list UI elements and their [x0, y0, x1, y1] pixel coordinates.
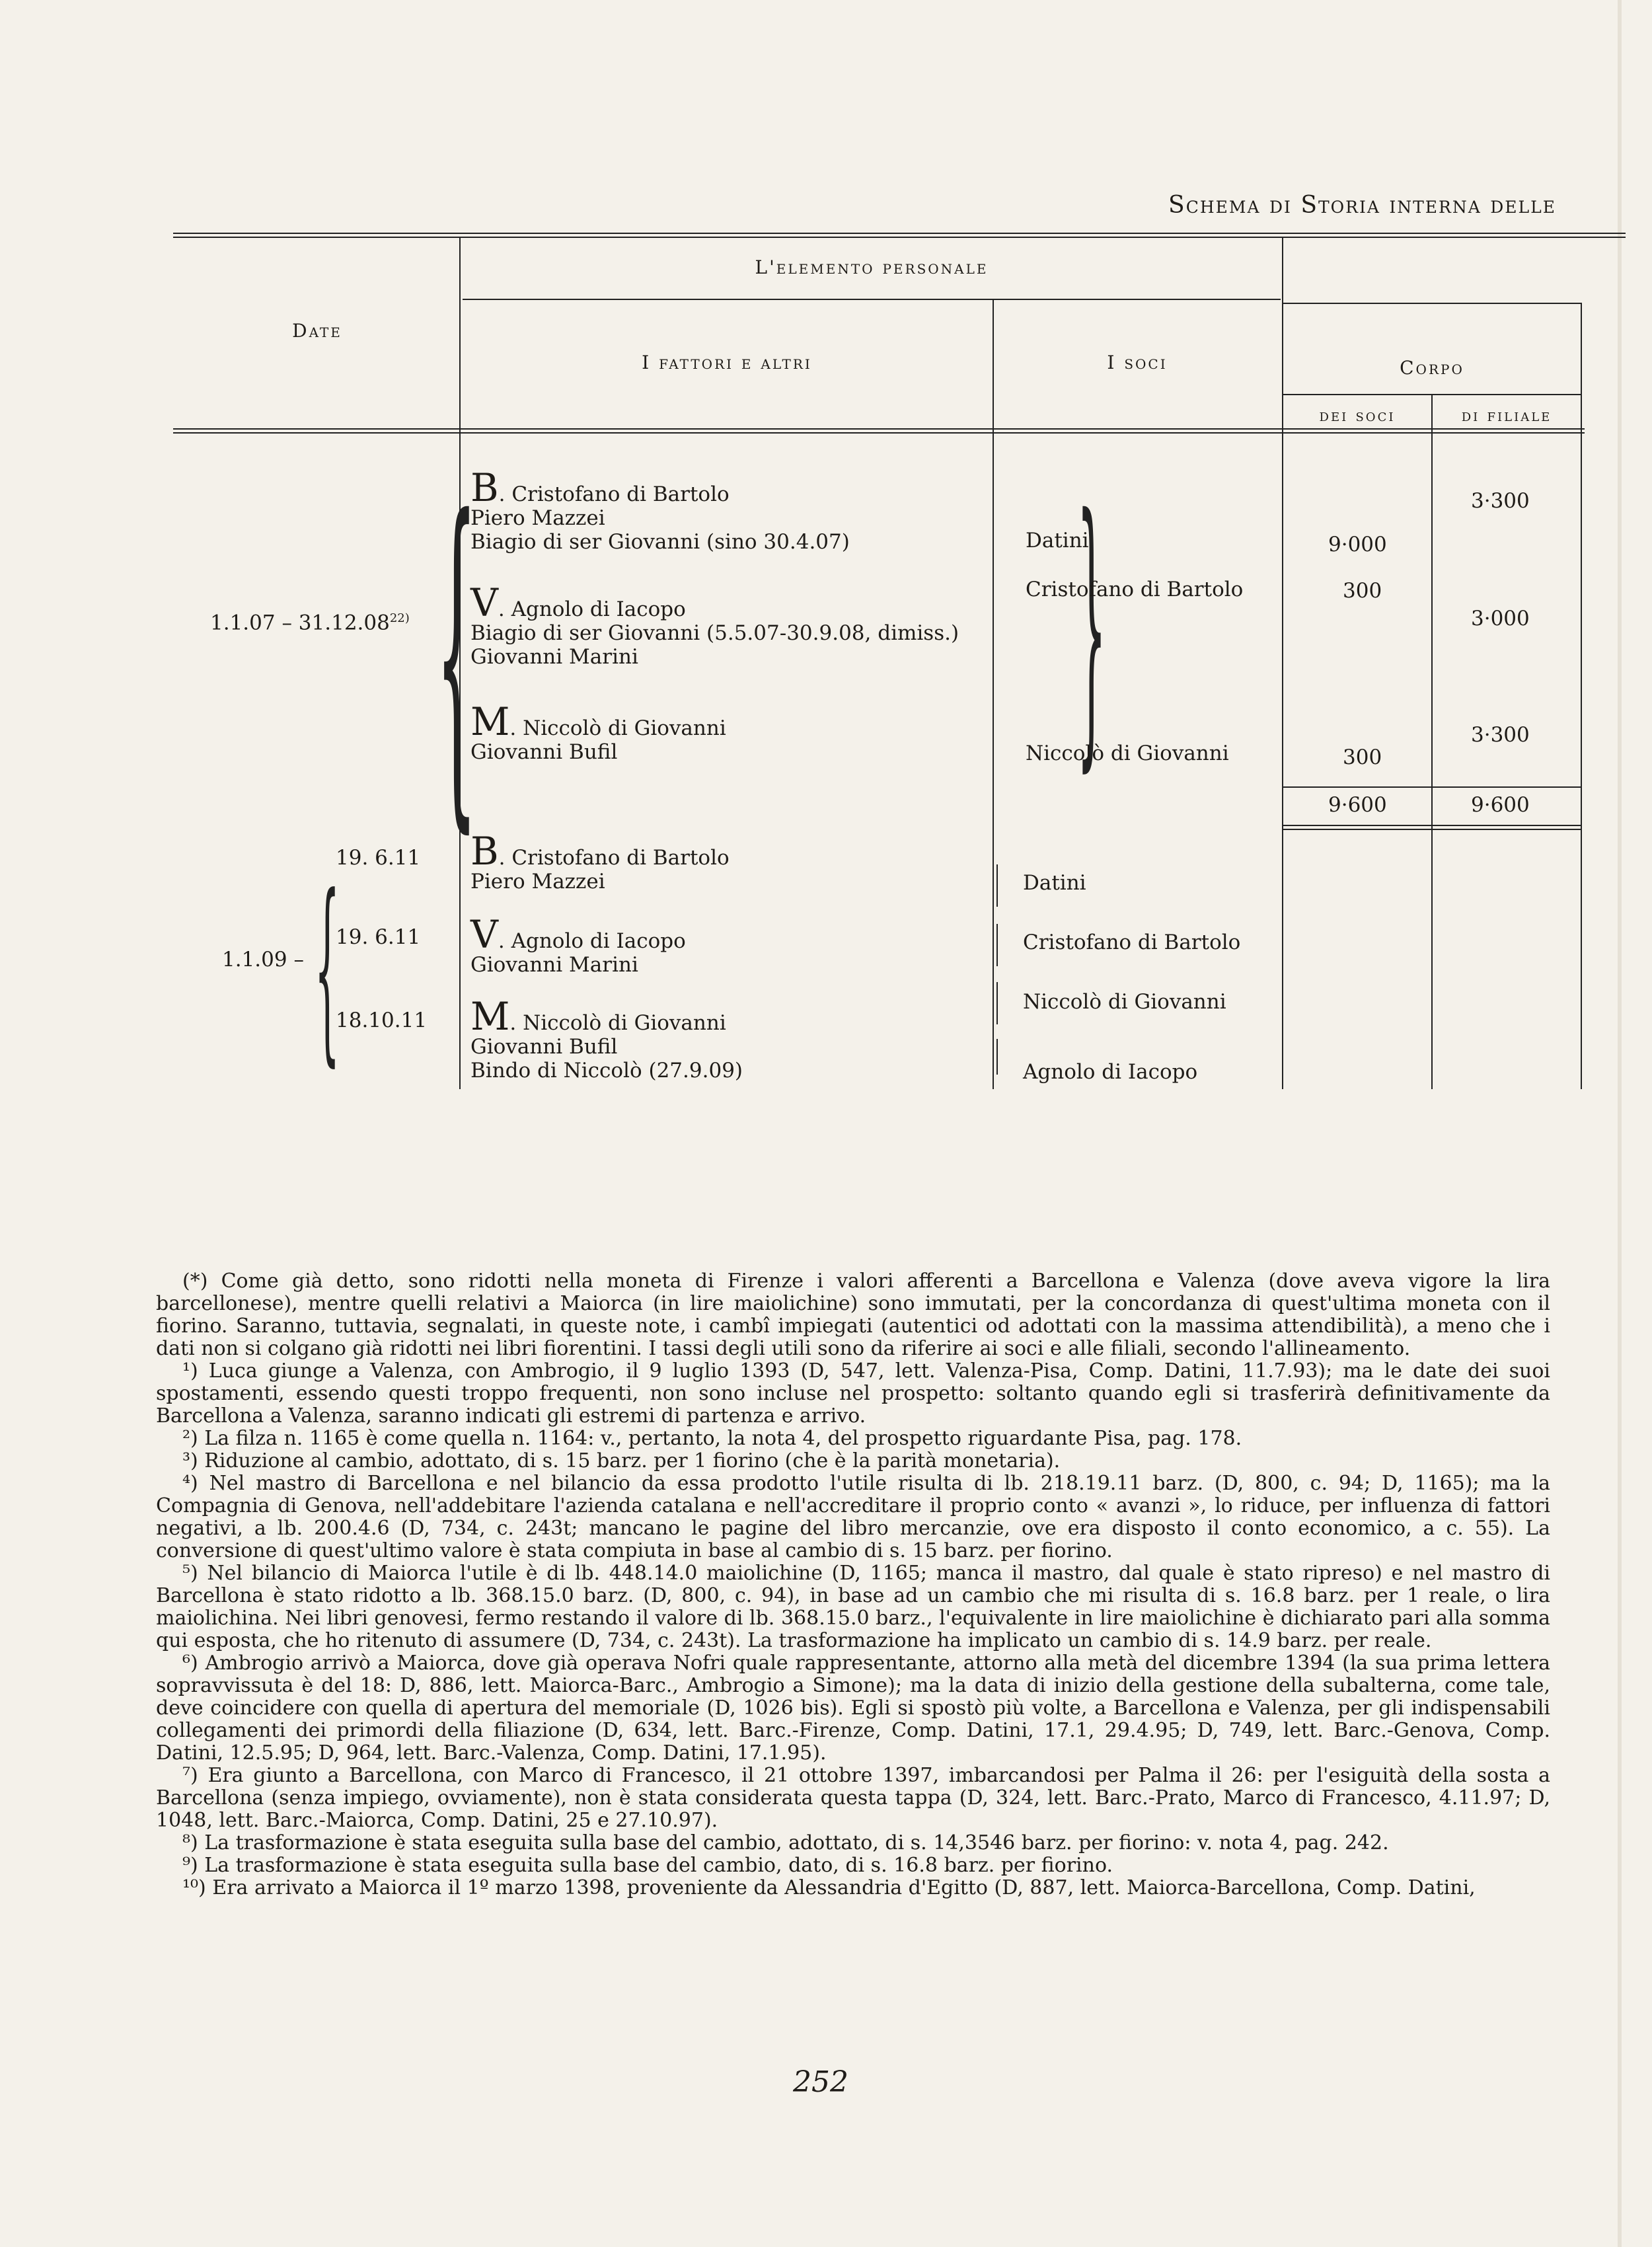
period1-total-di-filiale: 9·600	[1471, 793, 1530, 817]
period2-date: 1.1.09 –	[222, 948, 304, 971]
elemento-underline	[463, 299, 1281, 300]
footnote: ⁶) Ambrogio arrivò a Maiorca, dove già operava Nofri quale rappresentante, attorno alla metà del dicembre 1394 (la sua prima lettera sopravvissuta è del 18: D, 886, lett. Maiorca-Barc., Ambrogio a Simone); ma la data di inizio della gestione della subalterna, come tale, deve coincidere con quella di apertura del memoriale (D, 1026 bis). Egli si spostò più volte, a Barcellona e Valenza, per gli indispensabili collegamenti dei primordi della filiazione (D, 634, lett. Barc.-Firenze, Comp. Datini, 17.1, 29.4.95; D, 749, lett. Barc.-Genova, Comp. Datini, 12.5.95; D, 964, lett. Barc.-Valenza, Comp. Datini, 17.1.95).	[156, 1652, 1550, 1765]
period2-soci-bar-3	[996, 982, 998, 1024]
period2-v-block: V. Agnolo di Iacopo Giovanni Marini	[470, 912, 686, 977]
period1-dei-soci-1: 9·000	[1328, 533, 1387, 556]
period1-b-block: B. Cristofano di Bartolo Piero Mazzei Biagio di ser Giovanni (sino 30.4.07)	[470, 465, 850, 554]
period1-socio-2: Cristofano di Bartolo	[1026, 578, 1244, 601]
header-bottom-rule	[173, 428, 1585, 430]
period2-soci-bar-1	[996, 864, 998, 907]
period1-dei-soci-2: 300	[1343, 579, 1382, 603]
period1-dei-soci-3: 300	[1343, 745, 1382, 769]
period2-soci-bar-2	[996, 924, 998, 966]
table-top-rule-2	[173, 237, 1626, 238]
header-elemento: L'elemento personale	[755, 256, 989, 278]
page-number: 252	[793, 2065, 848, 2099]
period1-total-dei-soci: 9·600	[1328, 793, 1387, 817]
footnotes	[156, 1270, 1550, 1899]
period2-socio-4: Agnolo di Iacopo	[1023, 1060, 1198, 1084]
header-di-filiale: di filiale	[1461, 406, 1552, 426]
footnote: ¹) Luca giunge a Valenza, con Ambrogio, il 9 luglio 1393 (D, 547, lett. Valenza-Pisa, Comp. Datini, 11.7.93); ma le date dei suoi spostamenti, essendo questi troppo frequenti, non sono incluse nel prospetto: soltanto quando egli si trasferirà definitivamente da Barcellona a Valenza, saranno indicati gli estremi di partenza e arrivo.	[156, 1359, 1550, 1428]
footnote: (*) Come già detto, sono ridotti nella moneta di Firenze i valori afferenti a Barcellona e Valenza (dove aveva vigore la lira barcellonese), mentre quelli relativi a Maiorca (in lire maiolichine) sono immutati, per la concordanza di quest'ultima moneta con il fiorino. Saranno, tuttavia, segnalati, in queste note, i cambî impiegati (autentici od adottati con la massima attendibilità), a meno che i dati non si colgano già ridotti nei libri fiorentini. I tassi degli utili sono da riferire ai soci e alle filiali, secondo l'allineamento.	[156, 1270, 1550, 1360]
period2-socio-2: Cristofano di Bartolo	[1023, 931, 1241, 954]
period1-m-block: M. Niccolò di Giovanni Giovanni Bufil	[470, 699, 726, 764]
header-corpo: Corpo	[1400, 357, 1464, 379]
header-date: Date	[292, 320, 342, 342]
period1-soci-brace: {	[1076, 457, 1107, 796]
period2-end-date-3: 18.10.11	[336, 1009, 428, 1032]
period1-socio-3: Niccolò di Giovanni	[1026, 742, 1229, 765]
table-right-rule	[1581, 303, 1582, 1089]
header-soci: I soci	[1107, 352, 1168, 373]
period2-m-block: M. Niccolò di Giovanni Giovanni Bufil Bindo di Niccolò (27.9.09)	[470, 994, 743, 1083]
header-fattori: I fattori e altri	[642, 352, 812, 373]
period1-m-letter: M	[470, 699, 510, 744]
filiale-col-rule	[1431, 395, 1433, 1089]
header-dei-soci: dei soci	[1319, 406, 1396, 426]
running-head: Schema di Storia interna delle	[1168, 192, 1556, 219]
period2-b-letter: B	[470, 829, 499, 874]
period2-end-date-2: 19. 6.11	[336, 925, 421, 949]
period2-m-letter: M	[470, 994, 510, 1039]
period2-b-block: B. Cristofano di Bartolo Piero Mazzei	[470, 829, 730, 894]
footnote: ³) Riduzione al cambio, adottato, di s. 15 barz. per 1 fiorino (che è la parità monetaria).	[182, 1449, 1061, 1472]
corpo-top-rule	[1283, 303, 1581, 304]
footnote: ⁴) Nel mastro di Barcellona e nel bilancio da essa prodotto l'utile risulta di lb. 218.19.11 barz. (D, 800, c. 94; D, 1165); ma la Compagnia di Genova, nell'addebitare l'azienda catalana e nell'accreditare il proprio conto « avanzi », lo riduce, per influenza di fattori negativi, a lb. 200.4.6 (D, 734, c. 243t; mancano le pagine del libro mercanzie, ove era disposto il conto economico, a c. 55). La conversione di quest'ultimo valore è stata compiuta in base al cambio di s. 15 barz. per fiorino.	[156, 1472, 1550, 1562]
period1-date: 1.1.07 – 31.12.08$^{22)}$	[210, 611, 410, 635]
footnote: ⁹) La trasformazione è stata eseguita sulla base del cambio, dato, di s. 16.8 barz. per fiorino.	[182, 1854, 1113, 1877]
header-bottom-rule-2	[173, 432, 1585, 434]
footnote: ⁸) La trasformazione è stata eseguita sulla base del cambio, adottato, di s. 14,3546 barz. per fiorino: v. nota 4, pag. 242.	[182, 1831, 1389, 1854]
period2-soci-bar-4	[996, 1039, 998, 1075]
footnote: ²) La filza n. 1165 è come quella n. 1164: v., pertanto, la nota 4, del prospetto riguardante Pisa, pag. 178.	[182, 1427, 1242, 1450]
period2-brace: {	[315, 853, 340, 1084]
period1-v-block: V. Agnolo di Iacopo Biagio di ser Giovanni (5.5.07-30.9.08, dimiss.) Giovanni Marini	[470, 580, 959, 669]
period1-di-filiale-2: 3·000	[1471, 607, 1530, 630]
period2-socio-1: Datini	[1023, 871, 1086, 895]
table-top-rule	[173, 233, 1626, 234]
period2-socio-3: Niccolò di Giovanni	[1023, 990, 1226, 1014]
period1-b-letter: B	[470, 465, 499, 510]
period1-brace: {	[436, 447, 477, 862]
page-edge	[1618, 0, 1622, 2247]
period1-v-letter: V	[470, 580, 498, 625]
fattori-col-rule	[993, 299, 994, 1089]
period1-di-filiale-3: 3·300	[1471, 723, 1530, 747]
period1-di-filiale-1: 3·300	[1471, 489, 1530, 513]
footnote: ¹⁰) Era arrivato a Maiorca il 1º marzo 1398, proveniente da Alessandria d'Egitto (D, 887, lett. Maiorca-Barcellona, Comp. Datini,	[182, 1876, 1476, 1899]
footnote: ⁷) Era giunto a Barcellona, con Marco di Francesco, il 21 ottobre 1397, imbarcandosi per Palma il 26: per l'esiguità della sosta a Barcellona (senza impiego, ovviamente), non è stata considerata questa tappa (D, 324, lett. Barc.-Prato, Marco di Francesco, 4.11.97; D, 1048, lett. Barc.-Maiorca, Comp. Datini, 25 e 27.10.97).	[156, 1764, 1550, 1832]
period2-end-date-1: 19. 6.11	[336, 846, 421, 870]
period2-v-letter: V	[470, 912, 498, 957]
period1-socio-1: Datini	[1026, 529, 1089, 552]
footnote: ⁵) Nel bilancio di Maiorca l'utile è di lb. 448.14.0 maiolichine (D, 1165; manca il mastro, dal quale è stato ripreso) e nel mastro di Barcellona è stato ridotto a lb. 368.15.0 barz. (D, 800, c. 94), in base ad un cambio che mi risulta di s. 16.8 barz. per 1 reale, o lira maiolichina. Nei libri genovesi, fermo restando il valore di lb. 368.15.0 barz., l'equivalente in lire maiolichine è dichiarato pari alla somma qui esposta, che ho ritenuto di assumere (D, 734, c. 243t). La trasformazione ha implicato un cambio di s. 14.9 barz. per reale.	[156, 1562, 1550, 1652]
